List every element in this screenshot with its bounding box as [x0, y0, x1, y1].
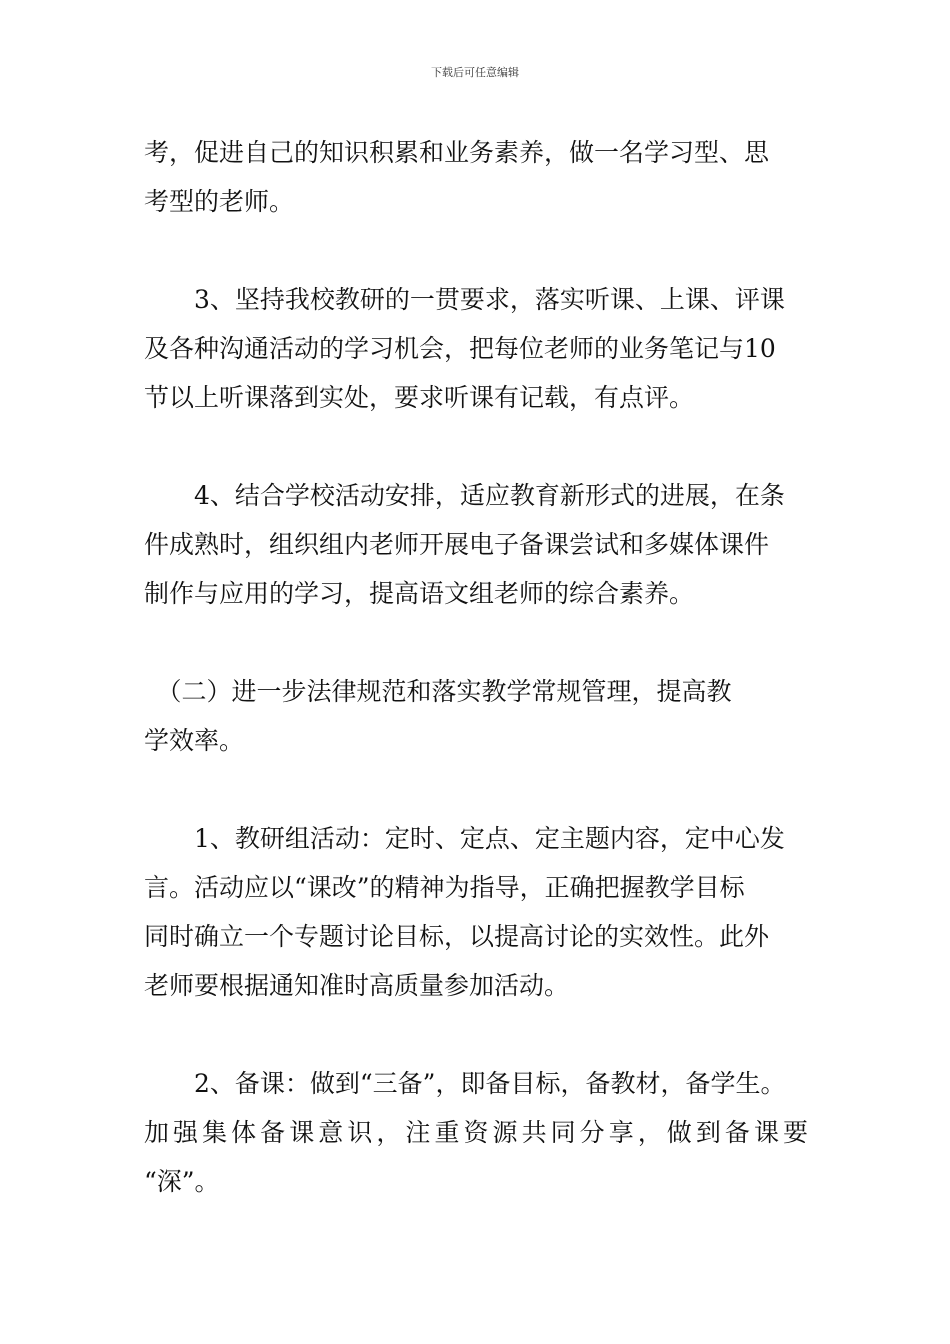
paragraph: [144, 1059, 824, 1206]
paragraph: [144, 128, 824, 226]
text-line: 1、教研组活动：定时、定点、定主题内容，定中心发: [144, 824, 785, 853]
text-line: 言。活动应以“课改”的精神为指导，正确把握教学目标: [144, 873, 745, 902]
text-line: 考型的老师。: [144, 187, 295, 216]
text-line: 件成熟时，组织组内老师开展电子备课尝试和多媒体课件: [144, 530, 770, 559]
text-line: 节以上听课落到实处，要求听课有记载，有点评。: [144, 383, 695, 412]
text-line: 3、坚持我校教研的一贯要求，落实听课、上课、评课: [144, 285, 785, 314]
text-line: 加强集体备课意识，注重资源共同分享，做到备课要: [144, 1118, 808, 1147]
paragraph: [144, 275, 824, 422]
text-line: （二）进一步法律规范和落实教学常规管理，提高教: [144, 677, 732, 706]
text-line: 老师要根据通知准时高质量参加活动。: [144, 971, 570, 1000]
text-line: “深”。: [144, 1167, 220, 1196]
paragraph: [144, 667, 824, 765]
text-line: 及各种沟通活动的学习机会，把每位老师的业务笔记与10: [144, 334, 776, 363]
paragraph: [144, 814, 824, 1010]
text-line: 4、结合学校活动安排，适应教育新形式的进展，在条: [144, 481, 785, 510]
text-line: 2、备课：做到“三备”，即备目标，备教材，备学生。: [144, 1069, 786, 1098]
text-line: 制作与应用的学习，提高语文组老师的综合素养。: [144, 579, 695, 608]
text-line: 学效率。: [144, 726, 245, 755]
document-body: [144, 128, 824, 1255]
paragraph: [144, 471, 824, 618]
text-line: 同时确立一个专题讨论目标，以提高讨论的实效性。此外: [144, 922, 770, 951]
page-header-note: 下载后可任意编辑: [431, 66, 519, 79]
text-line: 考，促进自己的知识积累和业务素养，做一名学习型、思: [144, 138, 770, 167]
